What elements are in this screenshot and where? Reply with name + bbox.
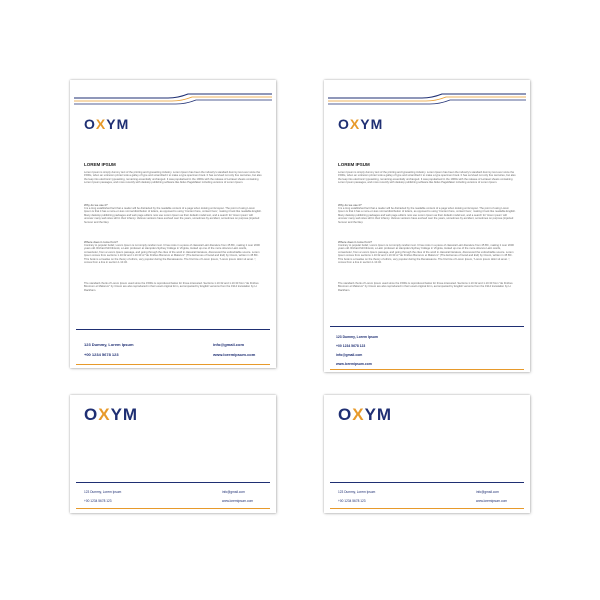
letter-paragraph: It is a long established fact that a reader will be distracted by the readable content of a page when looking at its layout. The point of using Lorem Ipsum is that it has a more-or-less normal distribution of letters, as opposed to using 'Content here, content here', making it look like readable English. Many desktop publishing packages and web page editors now use Lorem Ipsum as their default model text, and a search for 'lorem ipsum' will uncover many web sites still in their infancy. Various versions have evolved over the years, sometimes by accident, sometimes on purpose (injected humour and the like). [338,207,516,224]
footer-accent-rule [76,508,270,509]
website-text: www.loremipsum.com [222,499,253,503]
header-swoosh [324,92,530,112]
compliment-card-front [70,395,276,513]
brand-logo: OXYM [84,116,130,132]
email-text: info@gmail.com [213,342,245,347]
phone-text: +00 1234 5678 123 [338,499,366,503]
letter-paragraph: Lorem Ipsum is simply dummy text of the printing and typesetting industry. Lorem Ipsum has been the industry's standard dummy text ever since the 1500s, when an unknown printer took a galley of type and scrambled it to make a type specimen book. It has survived not only five centuries, but also the leap into electronic typesetting, remaining essentially unchanged. It was popularised in the 1960s with the release of Letraset sheets containing Lorem Ipsum passages, and more recently with desktop publishing software like Aldus PageMaker including versions of Lorem Ipsum. [84,171,262,185]
website-text: www.loremipsum.com [476,499,507,503]
address-text: 123 Dummy, Lorem Ipsum [336,335,378,339]
phone-text: +00 1234 5678 123 [84,352,119,357]
letter-heading: LOREM IPSUM [338,162,370,167]
letter-paragraph: Lorem Ipsum is simply dummy text of the printing and typesetting industry. Lorem Ipsum has been the industry's standard dummy text ever since the 1500s, when an unknown printer took a galley of type and scrambled it to make a type specimen book. It has survived not only five centuries, but also the leap into electronic typesetting, remaining essentially unchanged. It was popularised in the 1960s with the release of Letraset sheets containing Lorem Ipsum passages, and more recently with desktop publishing software like Aldus PageMaker including versions of Lorem Ipsum. [338,171,516,185]
footer-accent-rule [76,364,270,365]
letterhead-back [324,80,530,372]
brand-logo: OXYM [338,405,393,424]
phone-text: +00 1234 5678 123 [84,499,112,503]
footer-rule [76,482,270,483]
phone-text: +00 1234 5678 123 [336,344,366,348]
letterhead-front [70,80,276,368]
website-text: www.loremipsum.com [336,362,372,366]
letter-subheading: Where does it come from? [338,240,372,244]
header-swoosh [70,92,276,112]
address-text: 123 Dummy, Lorem Ipsum [84,342,134,347]
footer-rule [76,329,270,330]
compliment-card-back [324,395,530,513]
letter-subheading: Where does it come from? [84,240,118,244]
address-text: 123 Dummy, Lorem Ipsum [84,490,122,494]
brand-logo: OXYM [338,116,384,132]
brand-logo: OXYM [84,405,139,424]
letter-subheading: Why do we use it? [338,203,362,207]
footer-rule [330,326,524,327]
letter-paragraph: It is a long established fact that a reader will be distracted by the readable content of a page when looking at its layout. The point of using Lorem Ipsum is that it has a more-or-less normal distribution of letters, as opposed to using 'Content here, content here', making it look like readable English. Many desktop publishing packages and web page editors now use Lorem Ipsum as their default model text, and a search for 'lorem ipsum' will uncover many web sites still in their infancy. Various versions have evolved over the years, sometimes by accident, sometimes on purpose (injected humour and the like). [84,207,262,224]
footer-accent-rule [330,369,524,370]
letter-paragraph: The standard chunk of Lorem Ipsum used since the 1500s is reproduced below for those interested. Sections 1.10.32 and 1.10.33 from "de Finibus Bonorum et Malorum" by Cicero are also reproduced in their exact original form, accompanied by English versions from the 1914 translation by H. Rackham. [84,282,259,292]
letter-paragraph: Contrary to popular belief, Lorem Ipsum is not simply random text. It has roots in a piece of classical Latin literature from 45 BC, making it over 2000 years old. Richard McClintock, a Latin professor at Hampden-Sydney College in Virginia, looked up one of the more obscure Latin words, consectetur, from a Lorem Ipsum passage, and going through the cites of the word in classical literature, discovered the undoubtable source. Lorem Ipsum comes from sections 1.10.32 and 1.10.33 of "de Finibus Bonorum et Malorum" (The Extremes of Good and Evil) by Cicero, written in 45 BC. This book is a treatise on the theory of ethics, very popular during the Renaissance. The first line of Lorem Ipsum, "Lorem ipsum dolor sit amet..", comes from a line in section 1.10.32. [338,244,514,265]
email-text: info@gmail.com [476,490,499,494]
website-text: www.loremipsum.com [213,352,256,357]
email-text: info@gmail.com [336,353,363,357]
letter-subheading: Why do we use it? [84,203,108,207]
letter-paragraph: Contrary to popular belief, Lorem Ipsum is not simply random text. It has roots in a piece of classical Latin literature from 45 BC, making it over 2000 years old. Richard McClintock, a Latin professor at Hampden-Sydney College in Virginia, looked up one of the more obscure Latin words, consectetur, from a Lorem Ipsum passage, and going through the cites of the word in classical literature, discovered the undoubtable source. Lorem Ipsum comes from sections 1.10.32 and 1.10.33 of "de Finibus Bonorum et Malorum" (The Extremes of Good and Evil) by Cicero, written in 45 BC. This book is a treatise on the theory of ethics, very popular during the Renaissance. The first line of Lorem Ipsum, "Lorem ipsum dolor sit amet..", comes from a line in section 1.10.32. [84,244,260,265]
email-text: info@gmail.com [222,490,245,494]
letter-heading: LOREM IPSUM [84,162,116,167]
footer-accent-rule [330,508,524,509]
footer-rule [330,482,524,483]
letter-paragraph: The standard chunk of Lorem Ipsum used since the 1500s is reproduced below for those interested. Sections 1.10.32 and 1.10.33 from "de Finibus Bonorum et Malorum" by Cicero are also reproduced in their exact original form, accompanied by English versions from the 1914 translation by H. Rackham. [338,282,513,292]
address-text: 123 Dummy, Lorem Ipsum [338,490,376,494]
